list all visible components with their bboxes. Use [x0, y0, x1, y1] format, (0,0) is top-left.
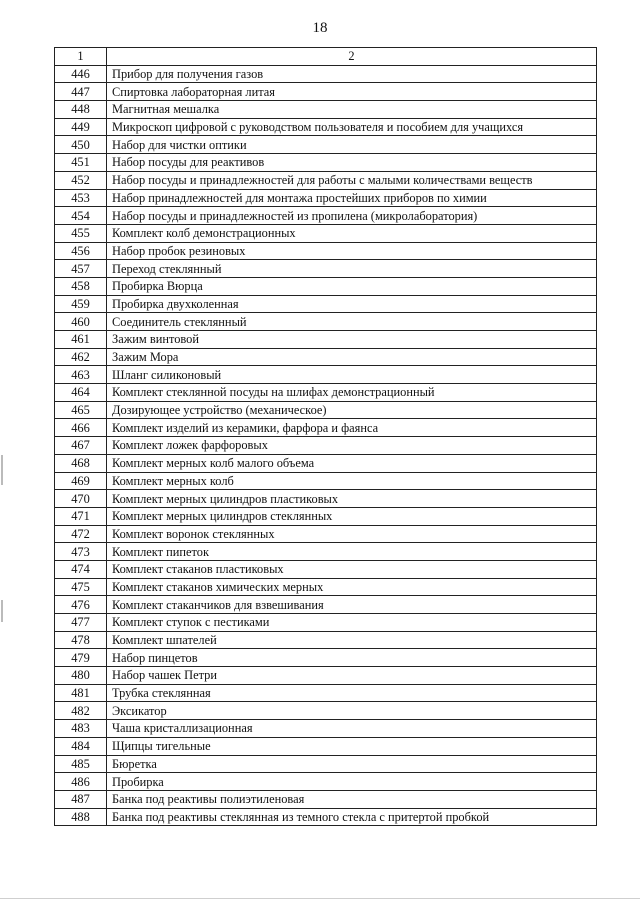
- row-number: 480: [55, 667, 107, 685]
- table-row: [55, 224, 597, 242]
- row-number: 457: [55, 260, 107, 278]
- row-number: 462: [55, 348, 107, 366]
- table-row: [55, 454, 597, 472]
- row-number: 475: [55, 578, 107, 596]
- table-row: [55, 702, 597, 720]
- table-row: [55, 331, 597, 349]
- item-name: Прибор для получения газов: [107, 65, 597, 83]
- table-row: [55, 419, 597, 437]
- row-number: 452: [55, 171, 107, 189]
- item-name: Набор посуды для реактивов: [107, 154, 597, 172]
- row-number: 460: [55, 313, 107, 331]
- table-row: [55, 755, 597, 773]
- item-name: Набор принадлежностей для монтажа простейших приборов по химии: [107, 189, 597, 207]
- row-number: 448: [55, 101, 107, 119]
- row-number: 477: [55, 614, 107, 632]
- table-row: [55, 401, 597, 419]
- item-name: Бюретка: [107, 755, 597, 773]
- row-number: 458: [55, 277, 107, 295]
- row-number: 473: [55, 543, 107, 561]
- row-number: 476: [55, 596, 107, 614]
- row-number: 469: [55, 472, 107, 490]
- row-number: 486: [55, 773, 107, 791]
- item-name: Зажим винтовой: [107, 331, 597, 349]
- table-row: [55, 65, 597, 83]
- item-name: Комплект стаканчиков для взвешивания: [107, 596, 597, 614]
- row-number: 484: [55, 737, 107, 755]
- scan-margin-mark: [1, 600, 3, 622]
- header-column-number: 1: [55, 48, 107, 66]
- table-row: [55, 596, 597, 614]
- header-column-name: 2: [107, 48, 597, 66]
- item-name: Банка под реактивы стеклянная из темного стекла с притертой пробкой: [107, 808, 597, 826]
- item-name: Комплект мерных цилиндров стеклянных: [107, 507, 597, 525]
- table-row: [55, 790, 597, 808]
- row-number: 488: [55, 808, 107, 826]
- row-number: 481: [55, 684, 107, 702]
- table-row: [55, 773, 597, 791]
- row-number: 459: [55, 295, 107, 313]
- item-name: Эксикатор: [107, 702, 597, 720]
- table-row: [55, 560, 597, 578]
- item-name: Комплект мерных колб: [107, 472, 597, 490]
- row-number: 461: [55, 331, 107, 349]
- item-name: Щипцы тигельные: [107, 737, 597, 755]
- row-number: 471: [55, 507, 107, 525]
- item-name: Комплект стаканов пластиковых: [107, 560, 597, 578]
- item-name: Зажим Мора: [107, 348, 597, 366]
- row-number: 455: [55, 224, 107, 242]
- table-row: [55, 295, 597, 313]
- table-row: [55, 614, 597, 632]
- row-number: 470: [55, 490, 107, 508]
- equipment-table: [54, 47, 597, 826]
- row-number: 482: [55, 702, 107, 720]
- row-number: 449: [55, 118, 107, 136]
- row-number: 485: [55, 755, 107, 773]
- item-name: Микроскоп цифровой с руководством пользователя и пособием для учащихся: [107, 118, 597, 136]
- row-number: 468: [55, 454, 107, 472]
- item-name: Спиртовка лабораторная литая: [107, 83, 597, 101]
- item-name: Комплект колб демонстрационных: [107, 224, 597, 242]
- row-number: 467: [55, 437, 107, 455]
- row-number: 446: [55, 65, 107, 83]
- item-name: Комплект ступок с пестиками: [107, 614, 597, 632]
- table-row: [55, 437, 597, 455]
- table-row: [55, 543, 597, 561]
- row-number: 447: [55, 83, 107, 101]
- item-name: Пробирка Вюрца: [107, 277, 597, 295]
- row-number: 464: [55, 384, 107, 402]
- table-row: [55, 507, 597, 525]
- item-name: Комплект стеклянной посуды на шлифах демонстрационный: [107, 384, 597, 402]
- item-name: Трубка стеклянная: [107, 684, 597, 702]
- page-number: 18: [312, 20, 328, 36]
- row-number: 472: [55, 525, 107, 543]
- table-body: [55, 48, 597, 826]
- row-number: 478: [55, 631, 107, 649]
- item-name: Шланг силиконовый: [107, 366, 597, 384]
- item-name: Пробирка двухколенная: [107, 295, 597, 313]
- table-row: [55, 83, 597, 101]
- item-name: Дозирующее устройство (механическое): [107, 401, 597, 419]
- row-number: 479: [55, 649, 107, 667]
- item-name: Комплект шпателей: [107, 631, 597, 649]
- table-header-row: [55, 48, 597, 66]
- row-number: 456: [55, 242, 107, 260]
- item-name: Комплект стаканов химических мерных: [107, 578, 597, 596]
- table-row: [55, 490, 597, 508]
- table-row: [55, 207, 597, 225]
- item-name: Магнитная мешалка: [107, 101, 597, 119]
- row-number: 466: [55, 419, 107, 437]
- table-row: [55, 118, 597, 136]
- table-row: [55, 737, 597, 755]
- table-row: [55, 101, 597, 119]
- item-name: Набор для чистки оптики: [107, 136, 597, 154]
- table-row: [55, 578, 597, 596]
- item-name: Комплект воронок стеклянных: [107, 525, 597, 543]
- table-row: [55, 313, 597, 331]
- item-name: Набор пробок резиновых: [107, 242, 597, 260]
- item-name: Комплект изделий из керамики, фарфора и фаянса: [107, 419, 597, 437]
- table-row: [55, 684, 597, 702]
- table-row: [55, 366, 597, 384]
- scan-margin-mark: [1, 455, 3, 485]
- item-name: Набор посуды и принадлежностей для работы с малыми количествами веществ: [107, 171, 597, 189]
- item-name: Набор посуды и принадлежностей из пропилена (микролаборатория): [107, 207, 597, 225]
- table-row: [55, 154, 597, 172]
- table-row: [55, 667, 597, 685]
- item-name: Банка под реактивы полиэтиленовая: [107, 790, 597, 808]
- table-row: [55, 189, 597, 207]
- table-row: [55, 242, 597, 260]
- table-row: [55, 171, 597, 189]
- table-row: [55, 808, 597, 826]
- scan-bottom-edge: [0, 898, 640, 899]
- row-number: 454: [55, 207, 107, 225]
- item-name: Комплект ложек фарфоровых: [107, 437, 597, 455]
- row-number: 474: [55, 560, 107, 578]
- row-number: 487: [55, 790, 107, 808]
- table-row: [55, 384, 597, 402]
- row-number: 483: [55, 720, 107, 738]
- item-name: Набор пинцетов: [107, 649, 597, 667]
- table-row: [55, 136, 597, 154]
- item-name: Комплект пипеток: [107, 543, 597, 561]
- row-number: 463: [55, 366, 107, 384]
- row-number: 453: [55, 189, 107, 207]
- item-name: Набор чашек Петри: [107, 667, 597, 685]
- row-number: 450: [55, 136, 107, 154]
- table-row: [55, 525, 597, 543]
- item-name: Комплект мерных колб малого объема: [107, 454, 597, 472]
- item-name: Чаша кристаллизационная: [107, 720, 597, 738]
- table-row: [55, 348, 597, 366]
- table-row: [55, 260, 597, 278]
- table-row: [55, 649, 597, 667]
- item-name: Комплект мерных цилиндров пластиковых: [107, 490, 597, 508]
- item-name: Соединитель стеклянный: [107, 313, 597, 331]
- item-name: Пробирка: [107, 773, 597, 791]
- table-row: [55, 631, 597, 649]
- table-row: [55, 472, 597, 490]
- item-name: Переход стеклянный: [107, 260, 597, 278]
- table-row: [55, 277, 597, 295]
- row-number: 465: [55, 401, 107, 419]
- table-row: [55, 720, 597, 738]
- row-number: 451: [55, 154, 107, 172]
